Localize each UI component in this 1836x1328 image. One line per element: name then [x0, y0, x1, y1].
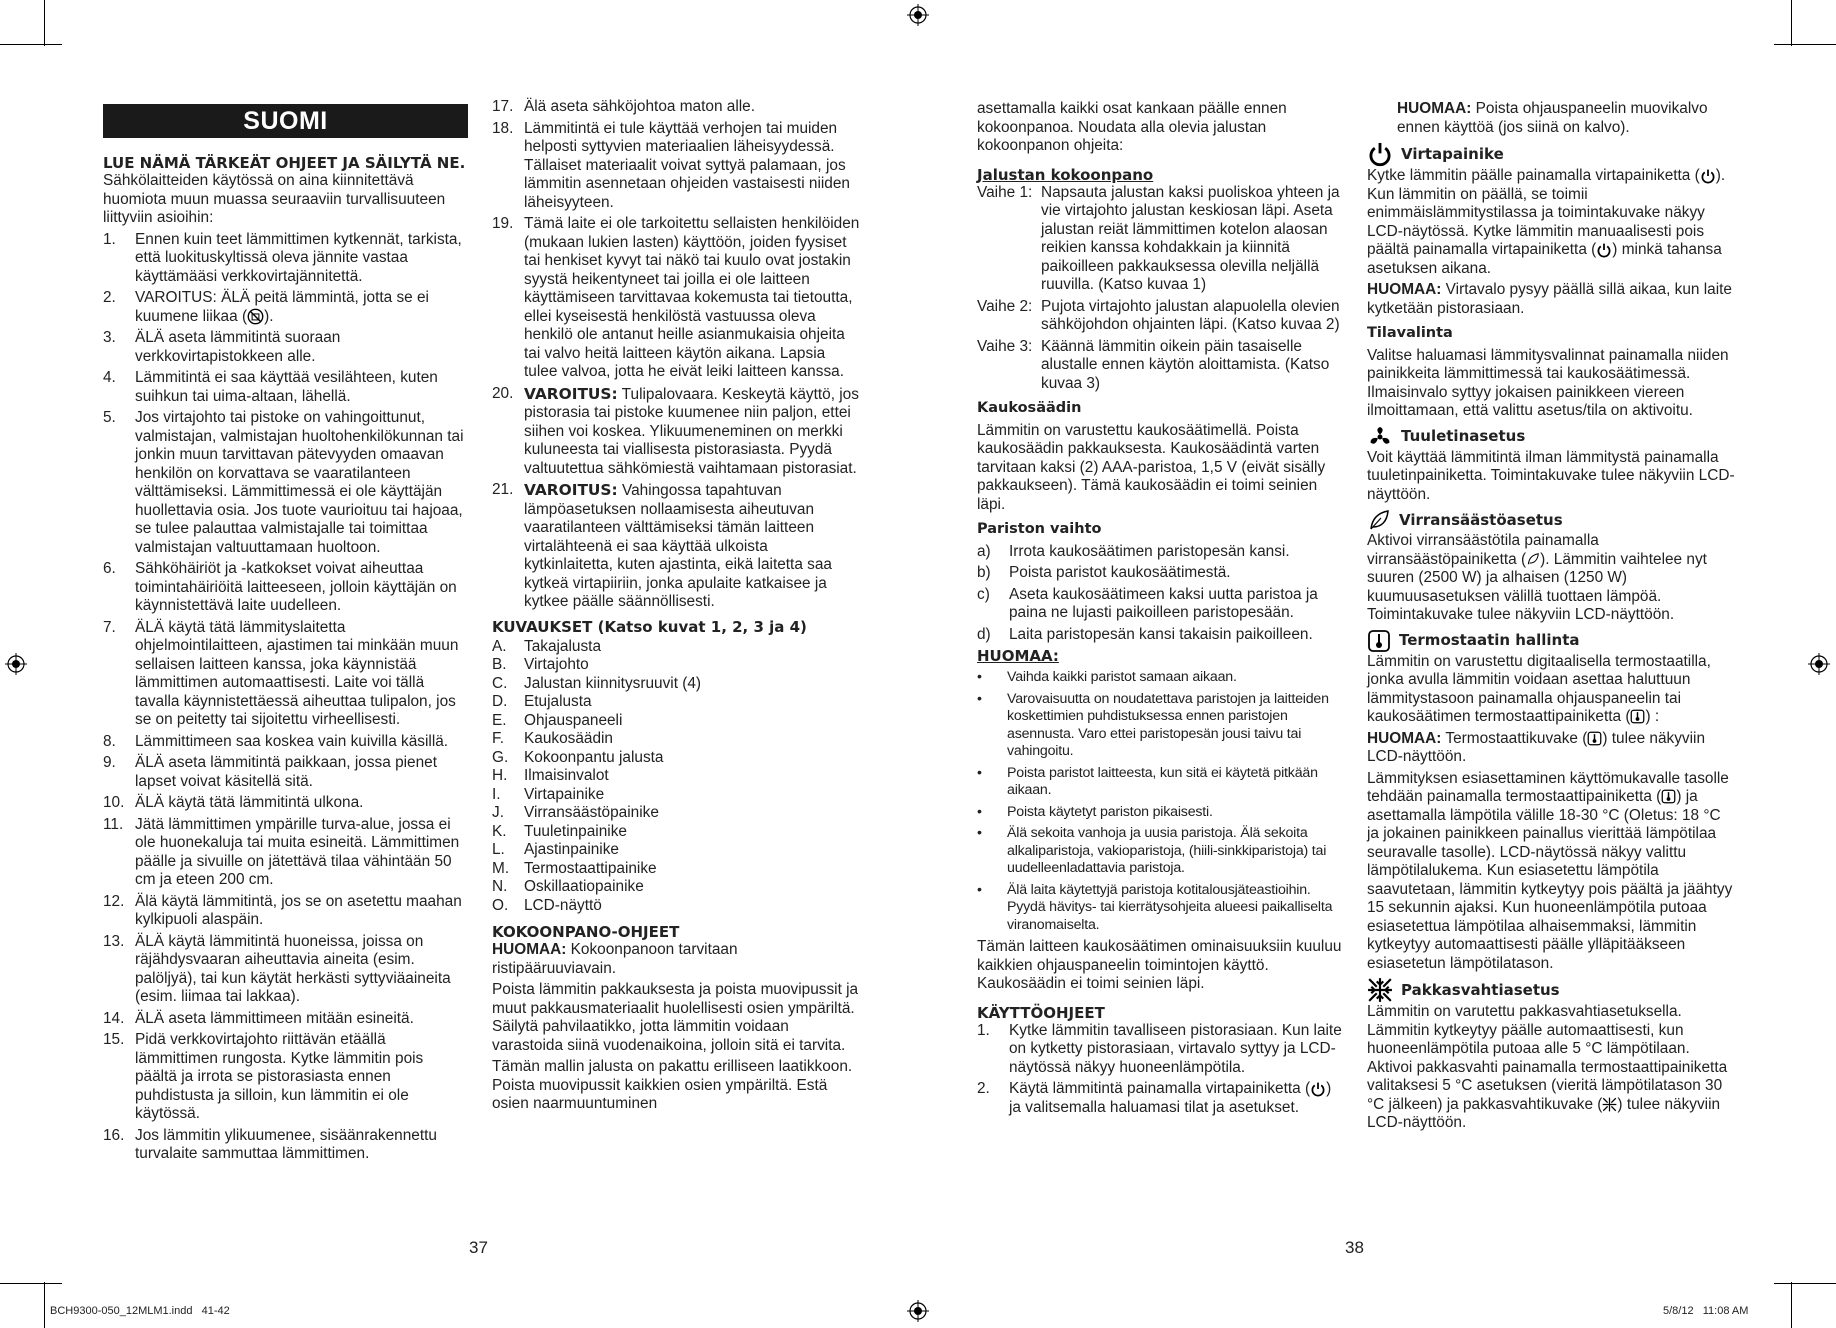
list-item: I. Virtapainike: [492, 785, 605, 803]
safety-list: [103, 231, 468, 1164]
list-item: 15. Pidä verkkovirtajohto riittävän etäällä lämmittimen rungosta. Kytke lämmitin pois päältä ja irrota se pistorasiasta ennen puhdistusta ja silloin, kun lämmitin ei ole käytössä.: [103, 1031, 424, 1122]
list-item: • Poista paristot laitteesta, kun sitä ei käytetä pitkään aikaan.: [977, 764, 1318, 798]
list-item: D. Etujalusta: [492, 693, 592, 710]
snowflake-icon: [1602, 1097, 1617, 1112]
list-item: • Älä sekoita vanhoja ja uusia paristoja. Älä sekoita alkaliparistoja, vakioparistoja, (hiili-sinkkiparistoja) tai uudelleenladattavia paristoja.: [977, 825, 1327, 876]
list-item: • Varovaisuutta on noudatettava paristojen ja laitteiden koskettimien puhdistuksessa ennen paristojen asennusta. Varo ettei paristopesän jousi taivu tai vahingoitu.: [977, 690, 1329, 759]
safety-heading: LUE NÄMÄ TÄRKEÄT OHJEET JA SÄILYTÄ NE.: [103, 154, 466, 172]
note-heading: HUOMAA:: [977, 647, 1059, 665]
list-item: 1. Ennen kuin teet lämmittimen kytkennät, tarkista, että luokituskyltissä oleva jännite vastaa käyttämääsi verkkovirtajännitettä.: [103, 230, 462, 285]
fan-paragraph: Voit käyttää lämmitintä ilman lämmitystä painamalla tuuletinpainiketta. Toimintakuvake tulee näkyviin LCD-näyttöön.: [1367, 448, 1735, 503]
language-banner: SUOMI: [103, 104, 468, 138]
list-item: J. Virransäästöpainike: [492, 804, 659, 821]
page-number: 37: [469, 1238, 488, 1257]
frost-section-heading: Pakkasvahtiasetus: [1367, 977, 1735, 1003]
list-item: a) Irrota kaukosäätimen paristopesän kansi.: [977, 542, 1290, 560]
usage-heading: KÄYTTÖOHJEET: [977, 1003, 1105, 1022]
mode-heading: Tilavalinta: [1367, 325, 1453, 341]
list-item: 6. Sähköhäiriöt ja -katkokset voivat aiheuttaa toimintahäiriöitä laitteeseen, jolloin käyttäjän on käynnistettävä laite uudelleen.: [103, 560, 457, 614]
remote-paragraph: Lämmitin on varustettu kaukosäätimellä. Poista kaukosäädin pakkauksesta. Kaukosäädintä varten tarvitaan kaksi (2) AAA-paristoa, 1,5 V (eivät sisälly pakkaukseen). Tämä kaukosäädin ei toimi seinien läpi.: [977, 421, 1326, 513]
list-item: A. Takajalusta: [492, 637, 601, 655]
list-item: • Älä laita käytettyjä paristoja kotitalousjäteastioihin. Pyydä hävitys- tai kierrätysohjeita alueesi paikalliselta viranomaiselta.: [977, 881, 1333, 933]
list-item: c) Aseta kaukosäätimeen kaksi uutta paristoa ja paina ne lujasti paikoilleen paristopesään.: [977, 585, 1318, 621]
thermostat-paragraph: Lämmitin on varustettu digitaalisella termostaatilla, jonka avulla lämmitin voidaan asettaa haluttuun lämmitystasoon painamalla ohjauspaneelin tai kaukosäätimen termostaattipainiketta ( ) :: [1367, 652, 1711, 725]
list-item: • Poista käytetyt pariston pikaisesti.: [977, 803, 1213, 820]
list-item: O. LCD-näyttö: [492, 896, 602, 914]
list-item: N. Oskillaatiopainike: [492, 878, 644, 895]
list-item: 14. ÄLÄ aseta lämmittimeen mitään esineitä.: [103, 1009, 414, 1027]
list-item: 2. VAROITUS: ÄLÄ peitä lämmintä, jotta se ei kuumene liikaa ( ).: [103, 289, 429, 325]
list-item: L. Ajastinpainike: [492, 841, 619, 858]
frost-paragraph: Lämmitin on varutettu pakkasvahtiasetuksella. Lämmitin kytkeytyy päälle automaattisesti, kun huoneenlämpötila putoaa alle 5 °C lämpötilaan. Aktivoi pakkasvahti painamalla termostaattipainiketta valitaksesi 5 °C asetuksen (vieritä lämpötilatason 30 °C jälkeen) ja pakkasvahtikuvake ( ) tulee näkyviin LCD-näyttöön.: [1367, 1003, 1728, 1131]
eco-section-heading: Virransäästöasetus: [1367, 508, 1735, 532]
power-paragraph: Kytke lämmitin päälle painamalla virtapainiketta ( ). Kun lämmitin on päällä, se toimii enimmäislämmitystilassa ja toimintakuvake näkyy LCD-näytössä. Kytke lämmitin manuaalisesti pois päältä painamalla virtapainiketta ( ) minkä tahansa asetuksen aikana.: [1367, 167, 1726, 277]
list-item: 10. ÄLÄ käytä tätä lämmitintä ulkona.: [103, 794, 364, 811]
list-item: G. Kokoonpantu jalusta: [492, 748, 664, 766]
list-item: • Vaihda kaikki paristot samaan aikaan.: [977, 669, 1237, 685]
crop-mark: [0, 1283, 62, 1284]
usage-list: [977, 1022, 1347, 1118]
power-section-heading: Virtapainike: [1367, 141, 1735, 167]
list-item: 12. Älä käytä lämmitintä, jos se on asetettu maahan kylkipuoli alaspäin.: [103, 892, 462, 928]
file-slug: BCH9300-050_12MLM1.indd 41-42: [50, 1305, 230, 1317]
assembly-heading: KOKOONPANO-OHJEET: [492, 923, 680, 941]
list-item: 2. Käytä lämmitintä painamalla virtapainiketta ( ) ja valitsemalla haluamasi tilat ja asetukset.: [977, 1080, 1332, 1116]
list-item: 21. VAROITUS: Vahingossa tapahtuvan lämpöasetuksen nollaamisesta aiheutuvan vaaratilanteen välttämiseksi tämän laitteen virtalähteenä ei saa käyttää ulkoista kytkinlaitetta, kuten ajastinta, eikä laitetta saa kytkeä virtapiiriin, jonka apulaite katkaisee ja kytkee päälle säännöllisesti.: [492, 481, 832, 610]
date-slug: 5/8/12 11:08 AM: [1663, 1305, 1749, 1317]
snowflake-icon: [1367, 977, 1393, 1003]
fan-section-heading: Tuuletinasetus: [1367, 425, 1735, 449]
mode-paragraph: Valitse haluamasi lämmitysvalinnat painamalla niiden painikkeita lämmittimessä tai kaukosäätimessä. Ilmaisinvalo syttyy jokaisen painikkeen viereen ilmoittamaan, että valittu asetus/tila on aktivoitu.: [1367, 346, 1729, 419]
left-page-column-2: [492, 98, 860, 1117]
list-item: d) Laita paristopesän kansi takaisin paikoilleen.: [977, 625, 1313, 643]
leaf-icon: [1526, 552, 1540, 566]
thermostat-icon: [1661, 789, 1676, 804]
power-note: HUOMAA: Virtavalo pysyy päällä sillä aikaa, kun laite kytketään pistorasiaan.: [1367, 281, 1732, 317]
thermostat-section-heading: Termostaatin hallinta: [1367, 629, 1735, 653]
right-page-column-2: [1367, 100, 1735, 1136]
list-item: Vaihe 1: Napsauta jalustan kaksi puoliskoa yhteen ja vie virtajohto jalustan keskiosan läpi. Aseta jalustan reiät lämmittimen kotelon alaosan reikien kanssa kohdakkain ja kiinnitä paikoilleen pakkauksessa olevilla neljällä ruuvilla. (Katso kuvaa 1): [977, 183, 1340, 293]
list-item: Vaihe 2: Pujota virtajohto jalustan alapuolella olevien sähköjohdon ohjainten läpi. (Katso kuvaa 2): [977, 297, 1340, 333]
registration-mark-icon: [1808, 653, 1830, 675]
thermostat-note: HUOMAA: Termostaattikuvake ( ) tulee näkyviin LCD-näyttöön.: [1367, 729, 1706, 765]
thermostat-icon: [1587, 731, 1602, 746]
eco-paragraph: Aktivoi virransäästötila painamalla virransäästöpainiketta ( ). Lämmitin vaihtelee nyt suuren (2500 W) ja alhaisen (1250 W) kuumuusasetuksen välillä tuottaen lämpöä. Toimintakuvake tulee näkyviin LCD-näyttöön.: [1367, 532, 1707, 623]
power-icon: [1700, 168, 1716, 184]
list-item: 9. ÄLÄ aseta lämmitintä paikkaan, jossa pienet lapset voivat käsitellä sitä.: [103, 754, 437, 790]
list-item: 4. Lämmitintä ei saa käyttää vesilähteen, kuten suihkun tai uima-altaan, lähellä.: [103, 369, 438, 405]
assembly-note: HUOMAA: Kokoonpanoon tarvitaan ristipääruuviavain.: [492, 941, 738, 977]
list-item: M. Termostaattipainike: [492, 859, 657, 877]
registration-mark-icon: [907, 4, 929, 26]
leaf-icon: [1367, 508, 1391, 532]
list-item: C. Jalustan kiinnitysruuvit (4): [492, 674, 702, 692]
stand-steps: [977, 184, 1347, 394]
crop-mark: [44, 1282, 45, 1328]
list-item: 16. Jos lämmitin ylikuumenee, sisäänrakennettu turvalaite sammuttaa lämmittimen.: [103, 1126, 437, 1162]
safety-intro: Sähkölaitteiden käytössä on aina kiinnitettävä huomiota muun muassa seuraaviin turvallisuuteen liittyviin asioihin:: [103, 172, 446, 226]
list-item: H. Ilmaisinvalot: [492, 767, 609, 784]
registration-mark-icon: [907, 1300, 929, 1322]
left-page-column-1: [103, 100, 468, 1167]
list-item: F. Kaukosäädin: [492, 730, 613, 747]
list-item: 1. Kytke lämmitin tavalliseen pistorasiaan. Kun laite on kytketty pistorasiaan, virtavalo syttyy ja LCD-näytössä näkyy huoneenlämpötila.: [977, 1021, 1342, 1076]
power-icon: [1596, 242, 1612, 258]
assembly-paragraph: Poista lämmitin pakkauksesta ja poista muovipussit ja muut pakkausmateriaalit huolellisesti osien ympäriltä. Säilytä pahvilaatikko, jotta lämmitin voidaan varastoida siinä vuodenaikoina, jolloin sitä ei tarvita.: [492, 981, 859, 1054]
list-item: B. Virtajohto: [492, 656, 589, 673]
right-page-column-1: [977, 100, 1347, 1120]
continued-paragraph: asettamalla kaikki osat kankaan päälle ennen kokoonpanoa. Noudata alla olevia jalustan kokoonpanon ohjeita:: [977, 100, 1287, 154]
list-item: Vaihe 3: Käännä lämmitin oikein päin tasaiselle alustalle ennen käytön aloittamista. (Katso kuvaa 3): [977, 337, 1330, 392]
power-icon: [1367, 141, 1393, 167]
list-item: 7. ÄLÄ käytä tätä lämmityslaitetta ohjelmointilaitteen, ajastimen tai minkään muun sellaisen laitteen kanssa, joka käynnistää lämmittimen automaattisesti. Laite voi tällä tavalla käynnistettäessä aiheuttaa tulipalon, jos se on peitetty tai sijoitettu virheellisesti.: [103, 618, 459, 728]
parts-list: [492, 638, 860, 916]
crop-mark: [1774, 44, 1836, 45]
crop-mark: [1774, 1283, 1836, 1284]
do-not-cover-icon: [247, 308, 264, 325]
list-item: 17. Älä aseta sähköjohtoa maton alle.: [492, 98, 756, 115]
thermostat-icon: [1630, 709, 1645, 724]
list-item: 3. ÄLÄ aseta lämmitintä suoraan verkkovirtapistokkeen alle.: [103, 329, 341, 365]
list-item: 11. Jätä lämmittimen ympärille turva-alue, jossa ei ole huonekaluja tai muita esineitä. Lämmittimen päälle ja sivuille on jätettävä tilaa vähintään 50 cm ja eteen 200 cm.: [103, 815, 460, 888]
list-item: E. Ohjauspaneeli: [492, 711, 623, 729]
thermostat-paragraph-2: Lämmityksen esiasettaminen käyttömukavalle tasolle tehdään painamalla termostaattipainiketta ( ) ja asettamalla lämpötila välille 18-30 °C (Oletus: 18 °C ja jokainen painikkeen painallus vierittää lämpötilaa seuravalle tasolle). LCD-näytössä näkyy valittu lämpötilalukema. Kun esiasetettu lämpötila saavutetaan, lämmitin kytkeytyy pois päältä ja jäähtyy 15 sekunnin ajaksi. Kun huoneenlämpötila putoaa esiasetettua lämpötilaa alhaisemmaksi, lämmitin kytkeytyy automaattisesti päälle ylläpitääkseen esiasetetun lämpötilatason.: [1367, 769, 1733, 972]
list-item: K. Tuuletinpainike: [492, 822, 627, 840]
list-item: 13. ÄLÄ käytä lämmitintä huoneissa, joissa on räjähdysvaaran aiheuttavia aineita (esim. palöljyä), tai kun käytät herkästi syttyviäaineita (esim. liimaa tai lakkaa).: [103, 932, 451, 1005]
list-item: 20. VAROITUS: Tulipalovaara. Keskeytä käyttö, jos pistorasia tai pistoke kuumenee niin paljon, ettei siihen voi koskea. Ylikuumeneminen on merkki kuluneesta tai viallisesta pistorasiasta. Pyydä valtuutettua sähkömiestä vaihtamaan pistorasiat.: [492, 384, 859, 477]
list-item: b) Poista paristot kaukosäätimestä.: [977, 564, 1231, 581]
thermostat-icon: [1367, 629, 1391, 653]
crop-mark: [1791, 0, 1792, 46]
registration-mark-icon: [5, 653, 27, 675]
crop-mark: [1791, 1282, 1792, 1328]
list-item: 19. Tämä laite ei ole tarkoitettu sellaisten henkilöiden (mukaan lukien lasten) käyttöön, joiden fyysiset tai henkiset kyvyt tai näkö tai kuulo ovat jostakin syystä heikentyneet tai joilla ei ole laitteen käyttämiseen tarvittavaa kokemusta tai tietoutta, ellei kyseisestä henkilöstä vastuussa oleva henkilö ole antanut heille asianmukaisia ohjeita tai valvo heitä laitteen käytön aikana. Lapsia tulee valvoa, jotta he eivät leiki laitteen kanssa.: [492, 215, 860, 380]
battery-steps: [977, 543, 1347, 645]
page-number: 38: [1345, 1238, 1364, 1257]
list-item: 18. Lämmitintä ei tule käyttää verhojen tai muiden helposti syttyvien materiaalien läheisyydessä. Tällaiset materiaalit voivat syttyä palamaan, jos lämmitin asennetaan ohjeiden vastaisesti niiden läheisyyteen.: [492, 119, 850, 211]
power-icon: [1310, 1081, 1326, 1097]
crop-mark: [0, 44, 62, 45]
safety-list-continued: [492, 98, 860, 612]
remote-paragraph-2: Tämän laitteen kaukosäätimen ominaisuuksiin kuuluu kaikkien ohjauspaneelin toimintojen käyttö. Kaukosäädin ei toimi seinien läpi.: [977, 938, 1342, 992]
assembly-paragraph: Tämän mallin jalusta on pakattu erilliseen laatikkoon. Poista muovipussit kaikkien osien ympäriltä. Estä osien naarmuuntuminen: [492, 1058, 853, 1112]
crop-mark: [44, 0, 45, 46]
battery-notes: [977, 669, 1347, 934]
parts-heading: KUVAUKSET (Katso kuvat 1, 2, 3 ja 4): [492, 617, 807, 636]
list-item: 8. Lämmittimeen saa koskea vain kuivilla käsillä.: [103, 732, 449, 750]
stand-heading: Jalustan kokoonpano: [977, 165, 1154, 184]
battery-heading: Pariston vaihto: [977, 521, 1102, 537]
remote-heading: Kaukosäädin: [977, 400, 1082, 416]
film-note: HUOMAA: Poista ohjauspaneelin muovikalvo ennen käyttöä (jos siinä on kalvo).: [1397, 100, 1708, 136]
fan-icon: [1367, 425, 1393, 449]
list-item: 5. Jos virtajohto tai pistoke on vahingoittunut, valmistajan, valmistajan huoltohenkilökunnan tai jonkin muun tarvittavan pätevyyden omaavan henkilön on korvattava se vaaratilanteen välttämiseksi. Lämmittimessä ei ole käyttäjän huollettavia osia. Jos tuote vaurioituu tai hajoaa, se tulee palauttaa valmistajalle tai toimittaa valmistajan valtuuttamaan huoltoon.: [103, 409, 464, 556]
